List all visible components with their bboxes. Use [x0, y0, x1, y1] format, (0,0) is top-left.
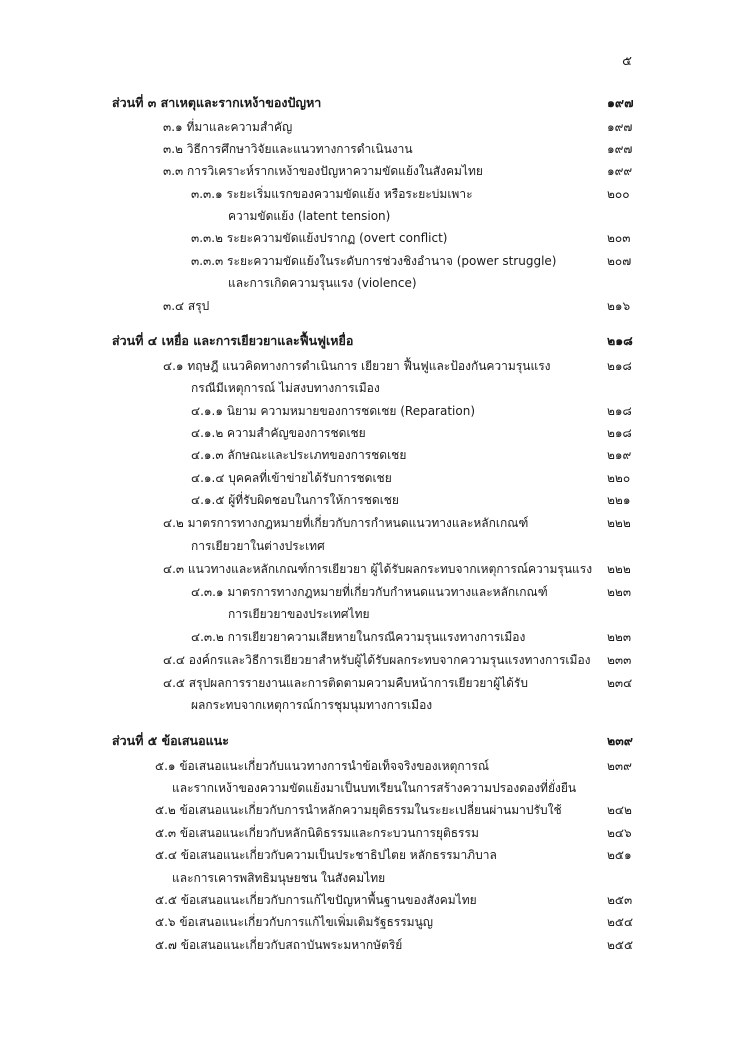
toc-entry-page-number: ๑๙๗ — [607, 142, 633, 156]
toc-entry-title: ๓.๓.๑ ระยะเริ่มแรกของความขัดแย้ง หรือระยะบ่มเพาะ — [191, 187, 473, 201]
toc-entry-title: ๕.๓ ข้อเสนอแนะเกี่ยวกับหลักนิติธรรมและกระบวนการยุติธรรม — [155, 826, 479, 840]
toc-entry-title: ส่วนที่ ๕ ข้อเสนอแนะ — [112, 733, 229, 748]
toc-entry — [0, 889, 744, 911]
toc-entry-title: ๕.๗ ข้อเสนอแนะเกี่ยวกับสถาบันพระมหากษัตริย์ — [155, 938, 403, 952]
toc-entry-page-number: ๒๑๘ — [607, 426, 632, 440]
toc-entry — [0, 444, 744, 466]
toc-entry — [0, 467, 744, 489]
toc-entry — [0, 867, 744, 889]
toc-entry-page-number: ๒๒๑ — [607, 493, 631, 507]
toc-entry-title: ๔.๑.๕ ผู้ที่รับผิดชอบในการให้การชดเชย — [191, 493, 399, 507]
toc-entry-title: ส่วนที่ ๓ สาเหตุและรากเหง้าของปัญหา — [112, 95, 322, 110]
toc-entry-page-number: ๒๓๙ — [607, 733, 633, 748]
toc-entry — [0, 489, 744, 511]
toc-entry — [0, 558, 744, 580]
toc-entry-title: ๔.๓.๑ มาตรการทางกฎหมายที่เกี่ยวกับกำหนดแนวทางและหลักเกณฑ์ — [191, 585, 548, 599]
toc-entry-page-number: ๒๐๐ — [607, 187, 630, 201]
toc-entry-page-number: ๒๕๑ — [607, 848, 632, 862]
toc-entry-page-number: ๒๒๓ — [607, 630, 632, 644]
toc-entry-page-number: ๒๑๘ — [607, 359, 632, 373]
toc-entry — [0, 911, 744, 933]
toc-entry-page-number: ๑๙๙ — [607, 164, 633, 178]
toc-entry — [0, 377, 744, 399]
toc-entry — [0, 205, 744, 227]
toc-entry — [0, 400, 744, 422]
toc-entry — [0, 603, 744, 625]
toc-entry-title: ความขัดแย้ง (latent tension) — [228, 209, 391, 223]
toc-entry-title: ๔.๔ องค์กรและวิธีการเยียวยาสำหรับผู้ได้รับผลกระทบจากความรุนแรงทางการเมือง — [163, 653, 591, 667]
toc-entry — [0, 626, 744, 648]
toc-entry-page-number: ๒๕๔ — [607, 915, 634, 929]
toc-entry-page-number: ๒๒๒ — [607, 516, 631, 530]
toc-entry — [0, 799, 744, 821]
toc-entry-title: ๓.๔ สรุป — [163, 299, 210, 313]
toc-entry-page-number: ๒๐๓ — [607, 231, 631, 245]
toc-entry — [0, 694, 744, 716]
toc-entry-page-number: ๒๒๐ — [607, 471, 631, 485]
toc-entry — [0, 116, 744, 138]
toc-entry-title: และรากเหง้าของความขัดแย้งมาเป็นบทเรียนในการสร้างความปรองดองที่ยั่งยืน — [172, 781, 577, 795]
toc-entry-title: ๓.๓.๓ ระยะความขัดแย้งในระดับการช่วงชิงอำนาจ (power struggle) — [191, 254, 557, 268]
toc-entry-page-number: ๑๙๗ — [607, 120, 633, 134]
toc-entry — [0, 295, 744, 317]
toc-entry-title: ๔.๓.๒ การเยียวยาความเสียหายในกรณีความรุนแรงทางการเมือง — [191, 630, 526, 644]
toc-entry-title: การเยียวยาของประเทศไทย — [228, 607, 370, 621]
toc-entry-page-number: ๒๑๘ — [607, 333, 633, 348]
toc-entry-page-number: ๒๑๘ — [607, 404, 632, 418]
toc-entry-title: ๔.๒ มาตรการทางกฎหมายที่เกี่ยวกับการกำหนดแนวทางและหลักเกณฑ์ — [163, 516, 529, 530]
toc-entry-title: กรณีมีเหตุการณ์ ไม่สงบทางการเมือง — [191, 381, 380, 395]
toc-entry-title: ๔.๑ ทฤษฎี แนวคิดทางการดำเนินการ เยียวยา ฟื้นฟูและป้องกันความรุนแรง — [163, 359, 551, 373]
toc-entry-title: ๕.๖ ข้อเสนอแนะเกี่ยวกับการแก้ไขเพิ่มเติมรัฐธรรมนูญ — [155, 915, 434, 929]
toc-entry-page-number: ๒๓๔ — [607, 676, 633, 690]
toc-entry-title: ๓.๓.๒ ระยะความขัดแย้งปรากฏ (overt conflict) — [191, 231, 448, 245]
toc-entry-page-number: ๒๑๙ — [607, 448, 632, 462]
toc-entry — [0, 581, 744, 603]
toc-entry-page-number: ๒๕๓ — [607, 893, 633, 907]
toc-entry-title: ๔.๑.๓ ลักษณะและประเภทของการชดเชย — [191, 448, 407, 462]
toc-entry-page-number: ๒๒๒ — [607, 562, 631, 576]
toc-entry — [0, 250, 744, 272]
toc-entry — [0, 512, 744, 534]
toc-entry — [0, 934, 744, 956]
toc-entry-title: ๕.๑ ข้อเสนอแนะเกี่ยวกับแนวทางการนำข้อเท็จจริงของเหตุการณ์ — [155, 759, 489, 773]
toc-entry-title: ๔.๓ แนวทางและหลักเกณฑ์การเยียวยา ผู้ได้รับผลกระทบจากเหตุการณ์ความรุนแรง — [163, 562, 593, 576]
toc-entry-page-number: ๒๒๓ — [607, 585, 632, 599]
toc-entry — [0, 822, 744, 844]
toc-entry-title: ๓.๓ การวิเคราะห์รากเหง้าของปัญหาความขัดแย้งในสังคมไทย — [163, 164, 483, 178]
toc-entry-title: ส่วนที่ ๔ เหยื่อ และการเยียวยาและฟื้นฟูเหยื่อ — [112, 333, 354, 348]
toc-entry-page-number: ๒๓๙ — [607, 759, 632, 773]
toc-entry — [0, 672, 744, 694]
toc-entry-page-number: ๒๕๕ — [607, 938, 634, 952]
toc-section-heading — [0, 92, 744, 114]
toc-entry — [0, 138, 744, 160]
toc-entry-page-number: ๒๔๖ — [607, 826, 632, 840]
toc-entry — [0, 355, 744, 377]
toc-entry-title: การเยียวยาในต่างประเทศ — [191, 539, 325, 553]
toc-entry-page-number: ๒๔๒ — [607, 803, 632, 817]
toc-entry-page-number: ๒๐๗ — [607, 254, 632, 268]
page-number: ๕ — [622, 54, 632, 69]
toc-entry-title: ๓.๑ ที่มาและความสำคัญ — [163, 120, 293, 134]
toc-entry-title: ๕.๔ ข้อเสนอแนะเกี่ยวกับความเป็นประชาธิปไตย หลักธรรมาภิบาล — [155, 848, 497, 862]
toc-entry — [0, 160, 744, 182]
toc-entry-page-number: ๑๙๗ — [607, 95, 634, 110]
toc-entry — [0, 183, 744, 205]
toc-entry-title: และการเกิดความรุนแรง (violence) — [228, 276, 417, 290]
toc-section-heading — [0, 330, 744, 352]
toc-entry — [0, 422, 744, 444]
toc-entry-title: ผลกระทบจากเหตุการณ์การชุมนุมทางการเมือง — [191, 698, 433, 712]
toc-entry-title: และการเคารพสิทธิมนุษยชน ในสังคมไทย — [172, 871, 386, 885]
toc-entry-title: ๕.๕ ข้อเสนอแนะเกี่ยวกับการแก้ไขปัญหาพื้นฐานของสังคมไทย — [155, 893, 477, 907]
toc-entry-title: ๕.๒ ข้อเสนอแนะเกี่ยวกับการนำหลักความยุติธรรมในระยะเปลี่ยนผ่านมาปรับใช้ — [155, 803, 562, 817]
toc-entry-page-number: ๒๓๓ — [607, 653, 632, 667]
toc-entry-title: ๔.๑.๑ นิยาม ความหมายของการชดเชย (Reparation) — [191, 404, 475, 418]
toc-entry — [0, 272, 744, 294]
toc-entry — [0, 755, 744, 777]
toc-entry-title: ๔.๕ สรุปผลการรายงานและการติดตามความคืบหน้าการเยียวยาผู้ได้รับ — [163, 676, 528, 690]
toc-entry — [0, 844, 744, 866]
toc-entry — [0, 535, 744, 557]
toc-section-heading — [0, 730, 744, 752]
toc-entry-title: ๔.๑.๒ ความสำคัญของการชดเชย — [191, 426, 366, 440]
toc-entry-title: ๔.๑.๔ บุคคลที่เข้าข่ายได้รับการชดเชย — [191, 471, 392, 485]
toc-entry — [0, 227, 744, 249]
toc-entry-page-number: ๒๑๖ — [607, 299, 631, 313]
toc-entry-title: ๓.๒ วิธีการศึกษาวิจัยและแนวทางการดำเนินงาน — [163, 142, 413, 156]
toc-entry — [0, 649, 744, 671]
toc-entry — [0, 777, 744, 799]
